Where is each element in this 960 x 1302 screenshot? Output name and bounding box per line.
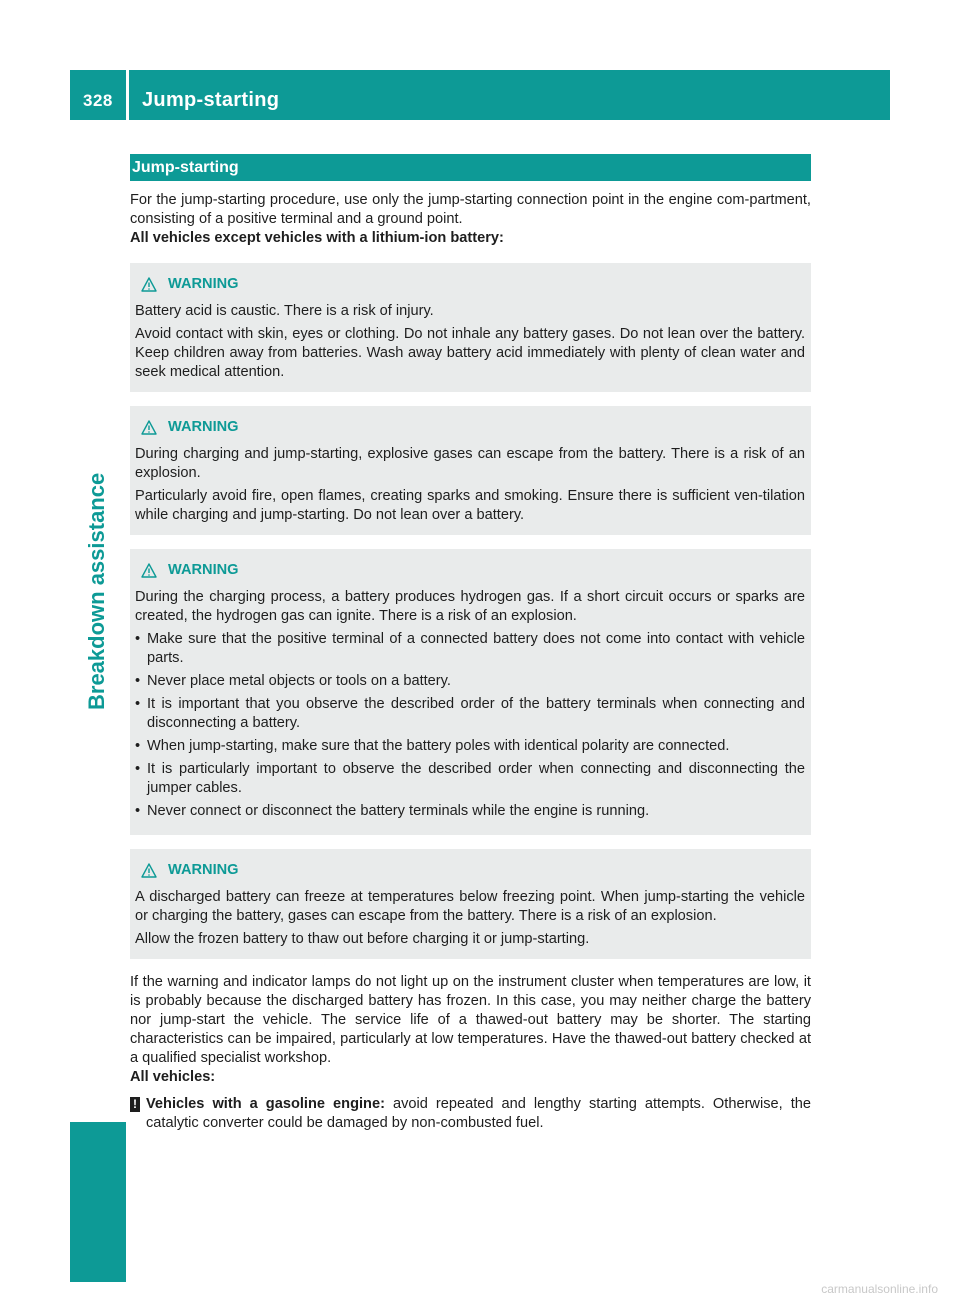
bullet-text: It is particularly important to observe the described order when connecting and disconnecting the jumper cables. — [147, 761, 805, 796]
warning-triangle-icon — [141, 563, 157, 578]
warning-box — [130, 549, 811, 835]
warning-triangle-icon — [141, 420, 157, 435]
bullet-icon: • — [135, 673, 141, 689]
notice-lead: Vehicles with a gasoline engine: — [146, 1096, 385, 1112]
sidebar-color-block — [70, 1122, 126, 1282]
warning-bullet-item — [135, 737, 805, 756]
warning-label: WARNING — [168, 862, 239, 878]
bullet-icon: • — [135, 631, 141, 647]
page-number: 328 — [70, 70, 126, 120]
page-header-title: Jump-starting — [129, 70, 890, 120]
bullet-icon: • — [135, 761, 141, 777]
warning-box — [130, 406, 811, 535]
notice-text — [146, 1095, 811, 1133]
intro-paragraph: For the jump-starting procedure, use only the jump-starting connection point in the engine com-partment, consisting of a positive terminal and a ground point. — [130, 192, 811, 227]
bullet-icon: • — [135, 696, 141, 712]
watermark: carmanualsonline.info — [821, 1282, 938, 1296]
warning-paragraph: Avoid contact with skin, eyes or clothing. Do not inhale any battery gases. Do not lean over the battery. Keep children away from batteries. Wash away battery acid immediately with plenty of clean water and seek medical attention. — [135, 326, 805, 380]
bullet-icon: • — [135, 803, 141, 819]
bullet-text: Never place metal objects or tools on a battery. — [147, 673, 451, 689]
warning-label: WARNING — [168, 562, 239, 578]
notice-body: avoid repeated and lengthy starting attempts. Otherwise, the catalytic converter could be damaged by non-combusted fuel. — [146, 1096, 811, 1131]
warning-paragraph: During charging and jump-starting, explosive gases can escape from the battery. There is a risk of an explosion. — [135, 446, 805, 481]
warning-heading — [135, 561, 805, 580]
warning-bullet-item — [135, 630, 805, 668]
bullet-icon: • — [135, 738, 141, 754]
subheading-non-lithium: All vehicles except vehicles with a lithium-ion battery: — [130, 230, 504, 246]
warning-paragraph: Particularly avoid fire, open flames, creating sparks and smoking. Ensure there is sufficient ven-tilation while charging and jump-starting. Do not lean over a battery. — [135, 488, 805, 523]
warning-box — [130, 849, 811, 959]
exclamation-icon: ! — [130, 1097, 140, 1112]
warning-paragraph: A discharged battery can freeze at temperatures below freezing point. When jump-starting the vehicle or charging the battery, gases can escape from the battery. There is a risk of an explosion. — [135, 889, 805, 924]
gasoline-notice — [130, 1095, 811, 1133]
warning-paragraph: Allow the frozen battery to thaw out before charging it or jump-starting. — [135, 931, 590, 947]
main-content — [130, 154, 811, 1133]
frozen-battery-paragraph: If the warning and indicator lamps do not light up on the instrument cluster when temperatures are low, it is probably because the discharged battery has frozen. In this case, you may neither charge the battery nor jump-start the vehicle. The service life of a thawed-out battery may be shorter. The starting characteristics can be impaired, particularly at low temperatures. Have the thawed-out battery checked at a qualified specialist workshop. — [130, 974, 811, 1066]
warning-triangle-icon — [141, 863, 157, 878]
warning-triangle-icon — [141, 277, 157, 292]
warning-heading — [135, 418, 805, 437]
warning-bullet-list — [135, 630, 805, 821]
sidebar-chapter-label: Breakdown assistance — [84, 472, 109, 710]
bullet-text: It is important that you observe the described order of the battery terminals when connecting and disconnecting a battery. — [147, 696, 805, 731]
warning-bullet-item — [135, 695, 805, 733]
warning-heading — [135, 861, 805, 880]
warning-bullet-item — [135, 760, 805, 798]
warning-paragraph: During the charging process, a battery produces hydrogen gas. If a short circuit occurs or sparks are created, the hydrogen gas can ignite. There is a risk of an explosion. — [135, 589, 805, 624]
warning-paragraph: Battery acid is caustic. There is a risk of injury. — [135, 303, 434, 319]
warning-label: WARNING — [168, 419, 239, 435]
bullet-text: Never connect or disconnect the battery terminals while the engine is running. — [147, 803, 650, 819]
warnings-list — [130, 263, 811, 959]
warning-box — [130, 263, 811, 392]
bullet-text: When jump-starting, make sure that the battery poles with identical polarity are connected. — [147, 738, 730, 754]
section-title: Jump-starting — [130, 154, 811, 181]
warning-heading — [135, 275, 805, 294]
warning-bullet-item — [135, 672, 805, 691]
all-vehicles-heading: All vehicles: — [130, 1069, 216, 1085]
warning-label: WARNING — [168, 276, 239, 292]
warning-bullet-item — [135, 802, 805, 821]
bullet-text: Make sure that the positive terminal of a connected battery does not come into contact with vehicle parts. — [147, 631, 805, 666]
